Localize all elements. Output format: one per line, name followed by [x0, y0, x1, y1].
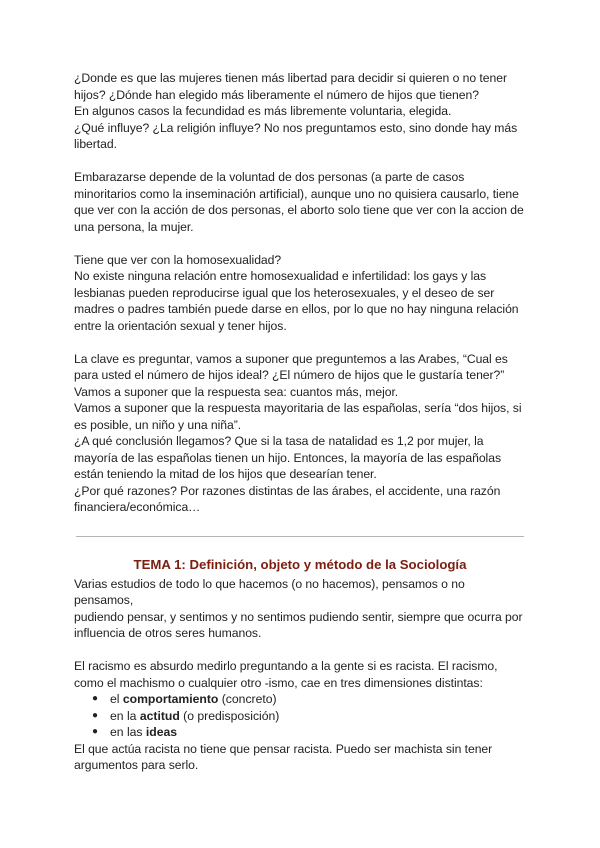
text-line: No existe ninguna relación entre homosexualidad e infertilidad: los gays y las [74, 269, 487, 283]
blank-line [74, 334, 526, 351]
text-line: La clave es preguntar, vamos a suponer que preguntemos a las Arabes, “Cual es [74, 351, 508, 366]
paragraph-libertad [74, 70, 526, 153]
text-line: entre la orientación sexual y tener hijos. [74, 318, 287, 333]
list-item-text: (o predisposición) [179, 708, 280, 723]
list-item-bold: comportamiento [122, 692, 219, 706]
list-item-bold: actitud [139, 708, 180, 723]
dimensions-list [74, 691, 526, 741]
text-line: están teniendo la mitad de los hijos que desearían tener. [74, 467, 377, 481]
list-item-bold: ideas [145, 725, 178, 739]
paragraph-racismo [74, 658, 526, 691]
paragraph-clave [74, 351, 526, 516]
paragraph-embarazarse [74, 169, 526, 235]
text-line: Vamos a suponer que la respuesta sea: cuantos más, mejor. [74, 384, 399, 399]
list-item-text: el [110, 692, 123, 706]
text-line: ¿Por qué razones? Por razones distintas de las árabes, el accidente, una razón [74, 483, 501, 498]
text-line: ¿Qué influye? ¿La religión influye? No nos preguntamos esto, sino donde hay más [74, 120, 518, 135]
blank-line [74, 642, 526, 659]
text-line: una persona, la mujer. [74, 219, 194, 234]
text-line: argumentos para serlo. [74, 758, 199, 772]
list-item-text: (concreto) [218, 692, 277, 706]
section-heading: TEMA 1: Definición, objeto y método de la Sociología [133, 556, 467, 572]
list-item [92, 708, 526, 725]
list-item-text: en las [110, 725, 146, 739]
text-line: El racismo es absurdo medirlo preguntando a la gente si es racista. El racismo, [74, 659, 498, 673]
text-line: hijos? ¿Dónde han elegido más liberamente el número de hijos que tienen? [74, 87, 479, 102]
text-line: libertad. [74, 137, 117, 151]
text-line: que ver con la acción de dos personas, el aborto solo tiene que ver con la accion de [74, 203, 524, 217]
text-line: pudiendo pensar, y sentimos y no sentimos pudiendo sentir, siempre que ocurra por [74, 609, 523, 624]
horizontal-divider [76, 536, 524, 537]
text-line: Embarazarse depende de la voluntad de dos personas (a parte de casos [74, 170, 465, 184]
text-line: financiera/económica… [74, 500, 201, 514]
text-line: Tiene que ver con la homosexualidad? [74, 252, 282, 267]
text-line: En algunos casos la fecundidad es más libremente voluntaria, elegida. [74, 104, 452, 118]
list-item [92, 724, 526, 741]
text-line: mayoría de las españolas tienen un hijo. Entonces, la mayoría de las españolas [74, 450, 501, 465]
text-line: influencia de otros seres humanos. [74, 626, 262, 640]
blank-line [74, 235, 526, 252]
text-line: para usted el número de hijos ideal? ¿El número de hijos que le gustaría tener?” [74, 368, 505, 382]
text-line: El que actúa racista no tiene que pensar racista. Puedo ser machista sin tener [74, 741, 493, 756]
paragraph-homosexualidad [74, 252, 526, 335]
blank-line [74, 153, 526, 170]
text-line: ¿A qué conclusión llegamos? Que si la tasa de natalidad es 1,2 por mujer, la [74, 434, 484, 448]
text-line: Vamos a suponer que la respuesta mayoritaria de las españolas, sería “dos hijos, si [74, 401, 522, 415]
text-line: ¿Donde es que las mujeres tienen más libertad para decidir si quieren o no tener [74, 71, 507, 85]
text-line: como el machismo o cualquier otro -ismo, cae en tres dimensiones distintas: [74, 675, 483, 690]
bullet-icon: ● [92, 726, 99, 737]
list-item [92, 691, 526, 708]
text-line: es posible, un niño y una niña”. [74, 417, 242, 432]
paragraph-definicion [74, 576, 526, 642]
text-line: lesbianas pueden reproducirse igual que los heterosexuales, y el deseo de ser [74, 285, 495, 300]
bullet-icon: ● [92, 709, 99, 721]
bullet-icon: ● [92, 693, 99, 704]
paragraph-conclusion [74, 741, 526, 774]
text-line: madres o padres también puede darse en ellos, por lo que no hay ninguna relación [74, 302, 519, 316]
text-line: minoritarios como la inseminación artificial), aunque uno no quisiera causarlo, tiene [74, 186, 519, 201]
text-line: Varias estudios de todo lo que hacemos (o no hacemos), pensamos o no pensamos, [74, 576, 465, 607]
list-item-text: en la [110, 708, 140, 723]
